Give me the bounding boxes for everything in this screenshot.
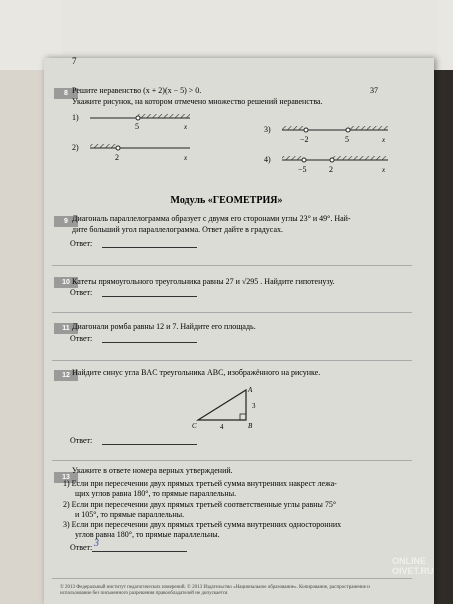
q8-option4-point-a xyxy=(302,158,306,162)
q8-option1-hatch xyxy=(138,114,190,118)
q10-line1: Катеты прямоугольного треугольника равны 27 и √295 . Найдите гипотенузу. xyxy=(72,277,335,286)
q8-option4-label: 4) xyxy=(264,155,271,164)
q13-item-line: 3) Если при пересечении двух прямых третьей сумма внутренних односторонних xyxy=(63,520,342,529)
q12-answer-label: Ответ: xyxy=(70,436,93,445)
q8-option4-hatch-right xyxy=(332,156,388,160)
question-number-10: 10 xyxy=(54,277,78,288)
q10-answer-field[interactable] xyxy=(102,296,197,297)
module-title: Модуль «ГЕОМЕТРИЯ» xyxy=(170,195,283,206)
right-angle-mark xyxy=(240,414,246,420)
q9-line1: Диагональ параллелограмма образует с двумя его сторонами углы 23° и 49°. Най- xyxy=(72,214,351,223)
q13-answer-label: Ответ: xyxy=(70,543,93,552)
question-number-13: 13 xyxy=(54,472,78,483)
q9-answer-label: Ответ: xyxy=(70,239,93,248)
q13-intro: Укажите в ответе номера верных утверждений. xyxy=(72,466,233,475)
q8-option4-hatch-left xyxy=(282,156,304,160)
q8-option4-tick-b: 2 xyxy=(329,165,333,174)
q8-option2-tick: 2 xyxy=(115,153,119,162)
q8-option1-tick: 5 xyxy=(135,122,139,131)
q8-line1: Решите неравенство (x + 2)(x − 5) > 0. xyxy=(72,86,202,95)
vertex-a-label: A xyxy=(248,386,253,394)
divider xyxy=(52,578,412,579)
q13-item-line: и 105°, то прямые параллельны. xyxy=(75,510,185,519)
previous-page-edge xyxy=(0,70,48,604)
q11-answer-field[interactable] xyxy=(102,342,197,343)
q12-line1: Найдите синус угла BAC треугольника ABC, изображённого на рисунке. xyxy=(72,368,321,377)
question-number-11: 11 xyxy=(54,323,78,334)
q8-option4-x: x xyxy=(382,166,386,174)
page-number: 37 xyxy=(370,86,378,95)
q8-option4-tick-a: −5 xyxy=(298,165,307,174)
q8-option3-hatch-left xyxy=(282,126,306,130)
q8-option1-x: x xyxy=(184,123,188,131)
side-ab-label: 3 xyxy=(252,402,256,410)
q8-option1-label: 1) xyxy=(72,113,79,122)
q8-number-lines xyxy=(60,108,400,178)
q8-option2-label: 2) xyxy=(72,143,79,152)
q8-option3-x: x xyxy=(382,136,386,144)
q8-option3-tick-a: −2 xyxy=(300,135,309,144)
q13-item-line: 1) Если при пересечении двух прямых третьей сумма внутренних накрест лежа- xyxy=(63,479,337,488)
q13-answer-field[interactable] xyxy=(92,551,187,552)
q11-answer-label: Ответ: xyxy=(70,334,93,343)
q9-line2: дите больший угол параллелограмма. Ответ дайте в градусах. xyxy=(72,225,284,234)
q8-option1-point xyxy=(136,116,140,120)
q8-option3-point-a xyxy=(304,128,308,132)
divider xyxy=(52,265,412,266)
q8-option3-point-b xyxy=(346,128,350,132)
question-number-9: 9 xyxy=(54,216,78,227)
q8-option3-tick-b: 5 xyxy=(345,135,349,144)
q9-answer-field[interactable] xyxy=(102,247,197,248)
watermark: ONLINE OIVET.RU xyxy=(392,556,434,576)
vertex-b-label: B xyxy=(248,422,253,430)
q13-handwritten-answer: 3 xyxy=(94,538,99,549)
q13-item-line: углов равна 180°, то прямые параллельны. xyxy=(75,530,220,539)
question-number-8: 8 xyxy=(54,88,78,99)
side-cb-label: 4 xyxy=(220,423,224,431)
q8-option4-point-b xyxy=(330,158,334,162)
q13-item-line: щих углов равна 180°, то прямые параллельны. xyxy=(75,489,237,498)
q8-option3-hatch-right xyxy=(348,126,388,130)
q11-line1: Диагонали ромба равны 12 и 7. Найдите его площадь. xyxy=(72,322,256,331)
copyright-footer: © 2013 Федеральный институт педагогических измерений. © 2013 Издательство «Национальное образование». Копирование, распространение и использование без письменного разрешения правообладателей не допускается xyxy=(60,585,370,596)
q8-option3-label: 3) xyxy=(264,125,271,134)
q8-option2-point xyxy=(116,146,120,150)
divider xyxy=(52,312,412,313)
q12-answer-field[interactable] xyxy=(102,444,197,445)
top-page-strip xyxy=(62,0,437,60)
q8-option2-x: x xyxy=(184,154,188,162)
divider xyxy=(52,460,412,461)
q12-triangle-figure xyxy=(188,384,268,432)
q8-option2-hatch-left xyxy=(90,144,118,148)
q10-answer-label: Ответ: xyxy=(70,288,93,297)
vertex-c-label: C xyxy=(192,422,197,430)
q8-line2: Укажите рисунок, на котором отмечено множество решений неравенства. xyxy=(72,97,323,106)
q13-item-line: 2) Если при пересечении двух прямых третьей соответственные углы равны 75° xyxy=(63,500,337,509)
triangle-abc xyxy=(198,390,246,420)
question-number-12: 12 xyxy=(54,370,78,381)
divider xyxy=(52,360,412,361)
page-number-left: 7 xyxy=(72,56,77,66)
